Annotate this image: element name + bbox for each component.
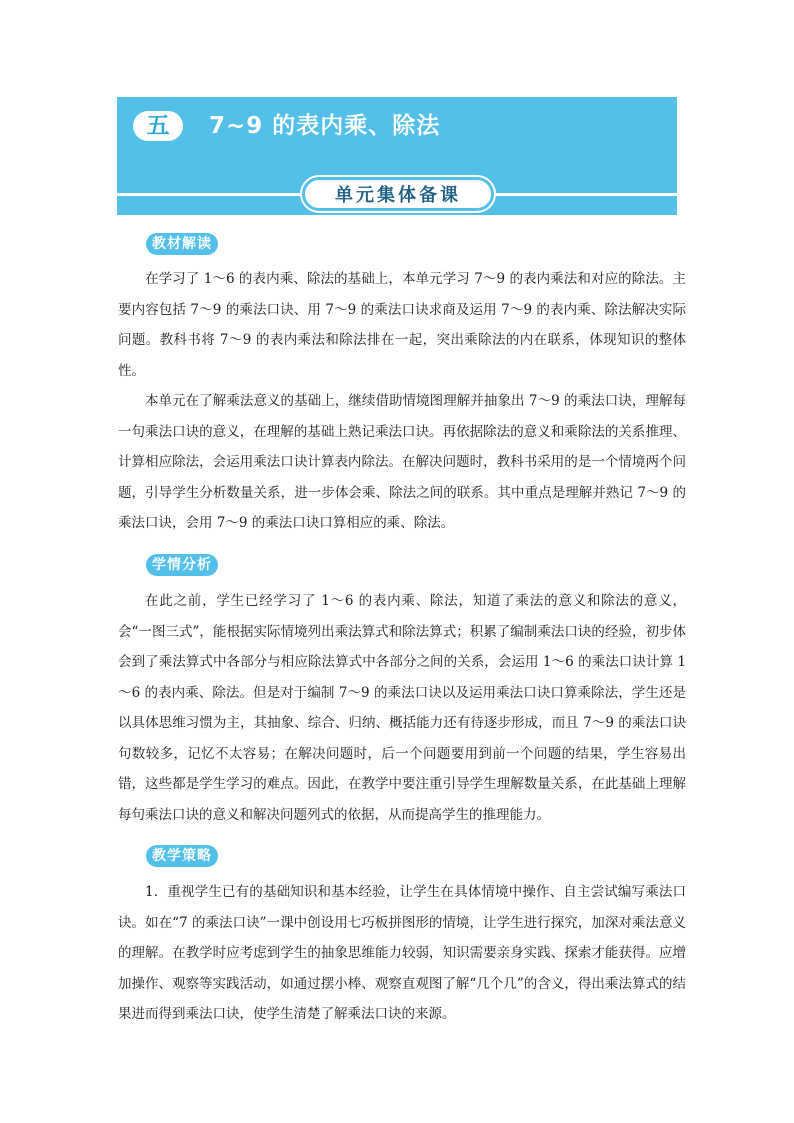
chapter-banner: [117, 97, 677, 215]
paragraph-textbook-1: 在学习了 1～6 的表内乘、除法的基础上，本单元学习 7～9 的表内乘法和对应的除法。主要内容包括 7～9 的乘法口诀、用 7～9 的乘法口诀求商及运用 7～9 的表内乘、除法解决实际问题。教科书将 7～9 的表内乘法和除法排在一起，突出乘除法的内在联系，体现知识的整体性。: [118, 271, 686, 379]
paragraph-strategy-1: 1．重视学生已有的基础知识和基本经验，让学生在具体情境中操作、自主尝试编写乘法口诀。如在“7 的乘法口诀”一课中创设用七巧板拼图形的情境，让学生进行探究，加深对乘法意义的理解。在教学时应考虑到学生的抽象思维能力较弱，知识需要亲身实践、探索才能获得。应增加操作、观察等实践活动，如通过摆小棒、观察直观图了解“几个几”的含义，得出乘法算式的结果进而得到乘法口诀，使学生清楚了解乘法口诀的来源。: [118, 884, 686, 1022]
section-tag-textbook: 教材解读: [146, 233, 218, 255]
unit-label: 单元集体备课: [335, 185, 461, 206]
chapter-title: 7~9 的表内乘、除法: [209, 113, 441, 139]
unit-label-pill: [302, 177, 494, 211]
section-tag-strategy: 教学策略: [146, 845, 218, 867]
paragraph-analysis-1: 在此之前，学生已经学习了 1～6 的表内乘、除法，知道了乘法的意义和除法的意义，会“一图三式”，能根据实际情境列出乘法算式和除法算式；积累了编制乘法口诀的经验，初步体会到了乘法算式中各部分与相应除法算式中各部分之间的关系，会运用 1～6 的乘法口诀计算 1～6 的表内乘、除法。但是对于编制 7～9 的乘法口诀以及运用乘法口诀口算乘除法，学生还是以具体思维习惯为主，其抽象、综合、归纳、概括能力还有待逐步形成，而且 7～9 的乘法口诀句数较多，记忆不太容易；在解决问题时，后一个问题要用到前一个问题的结果，学生容易出错，这些都是学生学习的难点。因此，在教学中要注重引导学生理解数量关系，在此基础上理解每句乘法口诀的意义和解决问题列式的依据，从而提高学生的推理能力。: [118, 593, 686, 823]
paragraph-textbook-2: 本单元在了解乘法意义的基础上，继续借助情境图理解并抽象出 7～9 的乘法口诀，理解每一句乘法口诀的意义，在理解的基础上熟记乘法口诀。再依据除法的意义和乘除法的关系推理、计算相应除法，会运用乘法口诀计算表内除法。在解决问题时，教科书采用的是一个情境两个问题，引导学生分析数量关系，进一步体会乘、除法之间的联系。其中重点是理解并熟记 7～9 的乘法口诀，会用 7～9 的乘法口诀口算相应的乘、除法。: [118, 393, 686, 531]
section-tag-analysis: 学情分析: [146, 554, 218, 576]
chapter-number-badge: 五: [133, 111, 183, 141]
